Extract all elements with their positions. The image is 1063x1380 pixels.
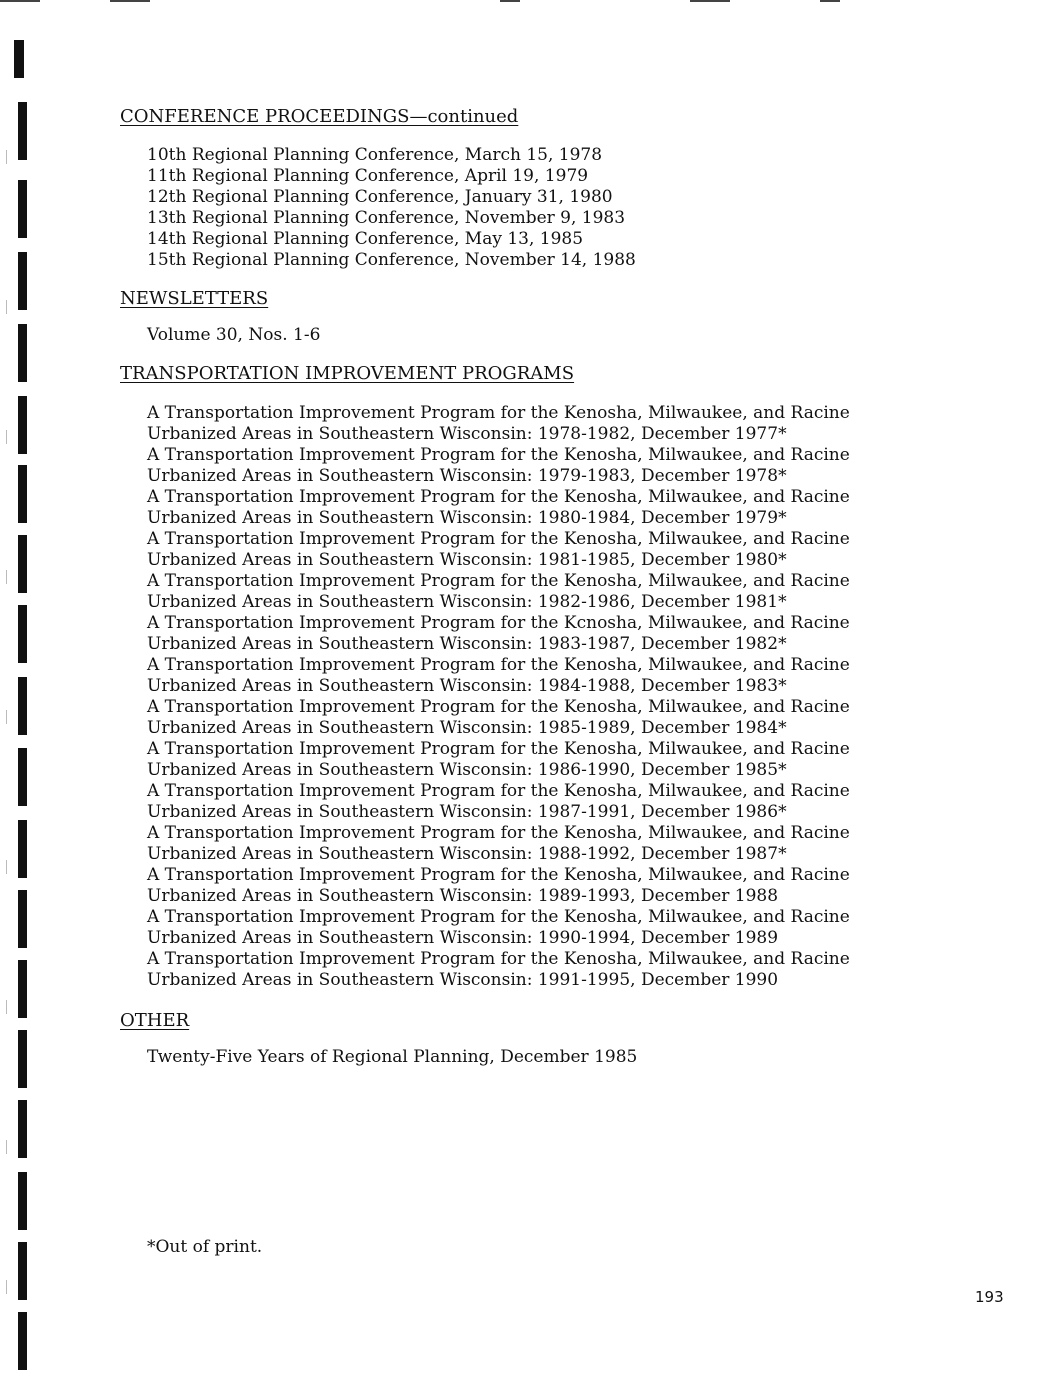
binding-tick (6, 860, 7, 874)
tip-subtitle: Urbanized Areas in Southeastern Wisconsin: 1987-1991, December 1986* (147, 802, 787, 822)
binding-mark (18, 677, 27, 735)
binding-tick (6, 150, 7, 164)
newsletters-heading: NEWSLETTERS (120, 288, 269, 309)
list-item (147, 907, 850, 949)
list-item (147, 865, 850, 907)
scan-edge (110, 0, 150, 2)
tip-title: A Transportation Improvement Program for the Kenosha, Milwaukee, and Racine (147, 697, 850, 717)
tip-title: A Transportation Improvement Program for the Kenosha, Milwaukee, and Racine (147, 823, 850, 843)
tip-heading: TRANSPORTATION IMPROVEMENT PROGRAMS (120, 363, 575, 384)
conference-heading: CONFERENCE PROCEEDINGS—continued (120, 106, 519, 127)
list-item (147, 739, 850, 781)
binding-tick (6, 570, 7, 584)
tip-subtitle: Urbanized Areas in Southeastern Wisconsin: 1986-1990, December 1985* (147, 760, 787, 780)
list-item: 14th Regional Planning Conference, May 13, 1985 (147, 229, 584, 249)
binding-tick (6, 1000, 7, 1014)
tip-subtitle: Urbanized Areas in Southeastern Wisconsin: 1979-1983, December 1978* (147, 466, 787, 486)
binding-mark (18, 1100, 27, 1158)
list-item (147, 655, 850, 697)
list-item (147, 529, 850, 571)
binding-mark (18, 960, 27, 1018)
list-item: 11th Regional Planning Conference, April 19, 1979 (147, 166, 589, 186)
binding-mark (18, 180, 27, 238)
tip-title: A Transportation Improvement Program for the Kenosha, Milwaukee, and Racine (147, 403, 850, 423)
tip-title: A Transportation Improvement Program for the Kenosha, Milwaukee, and Racine (147, 571, 850, 591)
tip-title: A Transportation Improvement Program for the Kcnosha, Milwaukee, and Racine (147, 613, 850, 633)
binding-mark (18, 535, 27, 593)
list-item: Volume 30, Nos. 1-6 (147, 325, 321, 345)
binding-mark (18, 605, 27, 663)
binding-mark (18, 820, 27, 878)
tip-subtitle: Urbanized Areas in Southeastern Wisconsin: 1980-1984, December 1979* (147, 508, 787, 528)
list-item (147, 697, 850, 739)
binding-mark (18, 102, 27, 160)
tip-title: A Transportation Improvement Program for the Kenosha, Milwaukee, and Racine (147, 781, 850, 801)
list-item (147, 445, 850, 487)
list-item (147, 403, 850, 445)
list-item (147, 823, 850, 865)
other-item: Twenty-Five Years of Regional Planning, December 1985 (147, 1047, 638, 1067)
newsletters-list (147, 325, 320, 346)
scan-edge (0, 0, 40, 2)
binding-mark (18, 1312, 27, 1370)
footnote: *Out of print. (147, 1237, 263, 1257)
tip-subtitle: Urbanized Areas in Southeastern Wisconsin: 1985-1989, December 1984* (147, 718, 787, 738)
scan-edge (820, 0, 840, 2)
tip-title: A Transportation Improvement Program for the Kenosha, Milwaukee, and Racine (147, 949, 850, 969)
list-item: 10th Regional Planning Conference, March 15, 1978 (147, 145, 603, 165)
binding-mark (18, 465, 27, 523)
tip-title: A Transportation Improvement Program for the Kenosha, Milwaukee, and Racine (147, 445, 850, 465)
tip-subtitle: Urbanized Areas in Southeastern Wisconsin: 1990-1994, December 1989 (147, 928, 779, 948)
binding-mark (18, 1242, 27, 1300)
binding-edge (0, 0, 60, 1380)
page-number: 193 (975, 1288, 1004, 1306)
list-item (147, 781, 850, 823)
binding-mark (14, 40, 24, 78)
tip-subtitle: Urbanized Areas in Southeastern Wisconsin: 1988-1992, December 1987* (147, 844, 787, 864)
tip-subtitle: Urbanized Areas in Southeastern Wisconsin: 1991-1995, December 1990 (147, 970, 779, 990)
tip-title: A Transportation Improvement Program for the Kenosha, Milwaukee, and Racine (147, 907, 850, 927)
list-item (147, 613, 850, 655)
list-item: 15th Regional Planning Conference, November 14, 1988 (147, 250, 636, 270)
other-heading: OTHER (120, 1010, 190, 1031)
list-item: 13th Regional Planning Conference, November 9, 1983 (147, 208, 626, 228)
binding-mark (18, 1030, 27, 1088)
tip-subtitle: Urbanized Areas in Southeastern Wisconsin: 1983-1987, December 1982* (147, 634, 787, 654)
binding-tick (6, 1280, 7, 1294)
tip-subtitle: Urbanized Areas in Southeastern Wisconsin: 1978-1982, December 1977* (147, 424, 787, 444)
binding-tick (6, 300, 7, 314)
tip-subtitle: Urbanized Areas in Southeastern Wisconsin: 1981-1985, December 1980* (147, 550, 787, 570)
list-item (147, 487, 850, 529)
tip-title: A Transportation Improvement Program for the Kenosha, Milwaukee, and Racine (147, 487, 850, 507)
list-item: 12th Regional Planning Conference, January 31, 1980 (147, 187, 613, 207)
binding-mark (18, 252, 27, 310)
tip-list (147, 403, 850, 991)
scan-edge (690, 0, 730, 2)
binding-mark (18, 748, 27, 806)
tip-title: A Transportation Improvement Program for the Kenosha, Milwaukee, and Racine (147, 739, 850, 759)
list-item (147, 949, 850, 991)
tip-title: A Transportation Improvement Program for the Kenosha, Milwaukee, and Racine (147, 865, 850, 885)
binding-mark (18, 1172, 27, 1230)
conference-list (147, 145, 636, 271)
binding-mark (18, 890, 27, 948)
tip-subtitle: Urbanized Areas in Southeastern Wisconsin: 1982-1986, December 1981* (147, 592, 787, 612)
binding-tick (6, 1140, 7, 1154)
tip-title: A Transportation Improvement Program for the Kenosha, Milwaukee, and Racine (147, 529, 850, 549)
binding-mark (18, 324, 27, 382)
list-item (147, 571, 850, 613)
tip-title: A Transportation Improvement Program for the Kenosha, Milwaukee, and Racine (147, 655, 850, 675)
tip-subtitle: Urbanized Areas in Southeastern Wisconsin: 1984-1988, December 1983* (147, 676, 787, 696)
tip-subtitle: Urbanized Areas in Southeastern Wisconsin: 1989-1993, December 1988 (147, 886, 779, 906)
binding-tick (6, 430, 7, 444)
binding-tick (6, 710, 7, 724)
scan-edge (500, 0, 520, 2)
binding-mark (18, 396, 27, 454)
